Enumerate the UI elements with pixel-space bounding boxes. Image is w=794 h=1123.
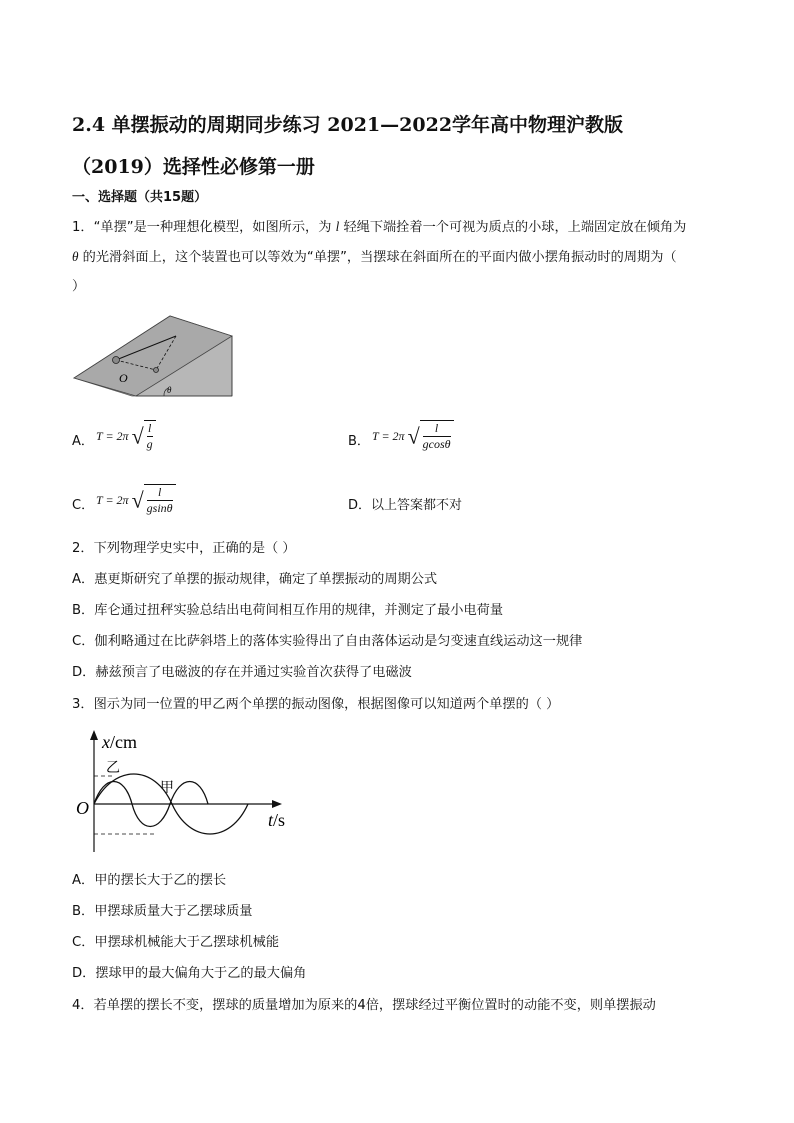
q1-incline-figure [70, 312, 240, 402]
origin-label: O [76, 798, 89, 818]
fig-o-label: O [119, 371, 128, 385]
fig-theta-label: θ [167, 385, 172, 395]
q1-text-b: 轻绳下端拴着一个可视为质点的小球，上端固定放在倾角为 [339, 220, 687, 235]
q1-theta-symbol: θ [72, 249, 79, 264]
q2-option-a: A．惠更斯研究了单摆的振动规律，确定了单摆振动的周期公式 [72, 572, 438, 587]
formula-denominator: gsinθ [146, 501, 173, 515]
q1-option-d: D．以上答案都不对 [348, 498, 463, 513]
q2-option-d: D．赫兹预言了电磁波的存在并通过实验首次获得了电磁波 [72, 665, 412, 680]
q2-option-c: C．伽利略通过在比萨斜塔上的落体实验得出了自由落体运动是匀变速直线运动这一规律 [72, 634, 583, 649]
q3-stem: 3．图示为同一位置的甲乙两个单摆的振动图像，根据图像可以知道两个单摆的（ ） [72, 697, 560, 712]
q2-stem: 2．下列物理学史实中，正确的是（ ） [72, 541, 296, 556]
formula-lhs: T = 2π [96, 493, 129, 507]
q1-option-c-label: C． [72, 498, 95, 513]
formula-numerator: l [147, 485, 173, 501]
formula-denominator: gcosθ [422, 437, 451, 451]
formula-numerator: l [423, 421, 451, 437]
q1-option-b-formula: T = 2π √ $\frac{l}{gcos\theta}$ [372, 420, 454, 452]
title-line-2: （2019）选择性必修第一册 [72, 156, 315, 178]
y-axis-arrow [90, 730, 98, 740]
document-title [72, 104, 732, 188]
title-line-1: 2.4 单摆振动的周期同步练习 2021—2022学年高中物理沪教版 [72, 114, 624, 136]
q1-text-c: 的光滑斜面上，这个装置也可以等效为“单摆”，当摆球在斜面所在的平面内做小摆角振动时的周期为（ [78, 250, 677, 265]
formula-lhs: T = 2π [96, 429, 129, 443]
x-axis-arrow [272, 800, 282, 808]
q1-stem-line-3: ） [72, 279, 86, 294]
equilibrium-point [154, 368, 159, 373]
x-axis-label: t/s [268, 810, 286, 830]
pendulum-ball [113, 357, 120, 364]
formula-denominator: g [146, 437, 153, 451]
q1-stem-line-2 [72, 242, 677, 273]
formula-numerator: l [147, 421, 152, 435]
q1-stem-line-1 [72, 212, 686, 243]
q3-option-b: B．甲摆球质量大于乙摆球质量 [72, 904, 253, 919]
curve-label-yi: 乙 [106, 760, 120, 776]
q3-option-d: D．摆球甲的最大偏角大于乙的最大偏角 [72, 966, 307, 981]
q3-option-a: A．甲的摆长大于乙的摆长 [72, 873, 227, 888]
q3-vibration-graph [70, 728, 300, 858]
q1-option-b-label: B． [348, 434, 370, 449]
q1-option-c-formula: T = 2π √ $\frac{l}{gsin\theta}$ [96, 484, 176, 516]
y-axis-label: x/cm [102, 732, 137, 752]
q1-l-symbol: l [335, 219, 340, 234]
curve-label-jia: 甲 [160, 780, 174, 796]
q1-option-a-formula: T = 2π √ $\frac{l}{g}$ [96, 420, 156, 452]
q1-option-a-label: A． [72, 434, 94, 449]
q4-stem: 4．若单摆的摆长不变，摆球的质量增加为原来的4倍，摆球经过平衡位置时的动能不变，则单摆振动 [72, 998, 656, 1013]
q3-option-c: C．甲摆球机械能大于乙摆球机械能 [72, 935, 280, 950]
section-heading: 一、选择题（共15题） [72, 190, 208, 205]
q2-option-b: B．库仑通过扭秤实验总结出电荷间相互作用的规律，并测定了最小电荷量 [72, 603, 504, 618]
formula-lhs: T = 2π [372, 429, 405, 443]
q1-text-a: 1．“单摆”是一种理想化模型，如图所示，为 [72, 220, 336, 235]
